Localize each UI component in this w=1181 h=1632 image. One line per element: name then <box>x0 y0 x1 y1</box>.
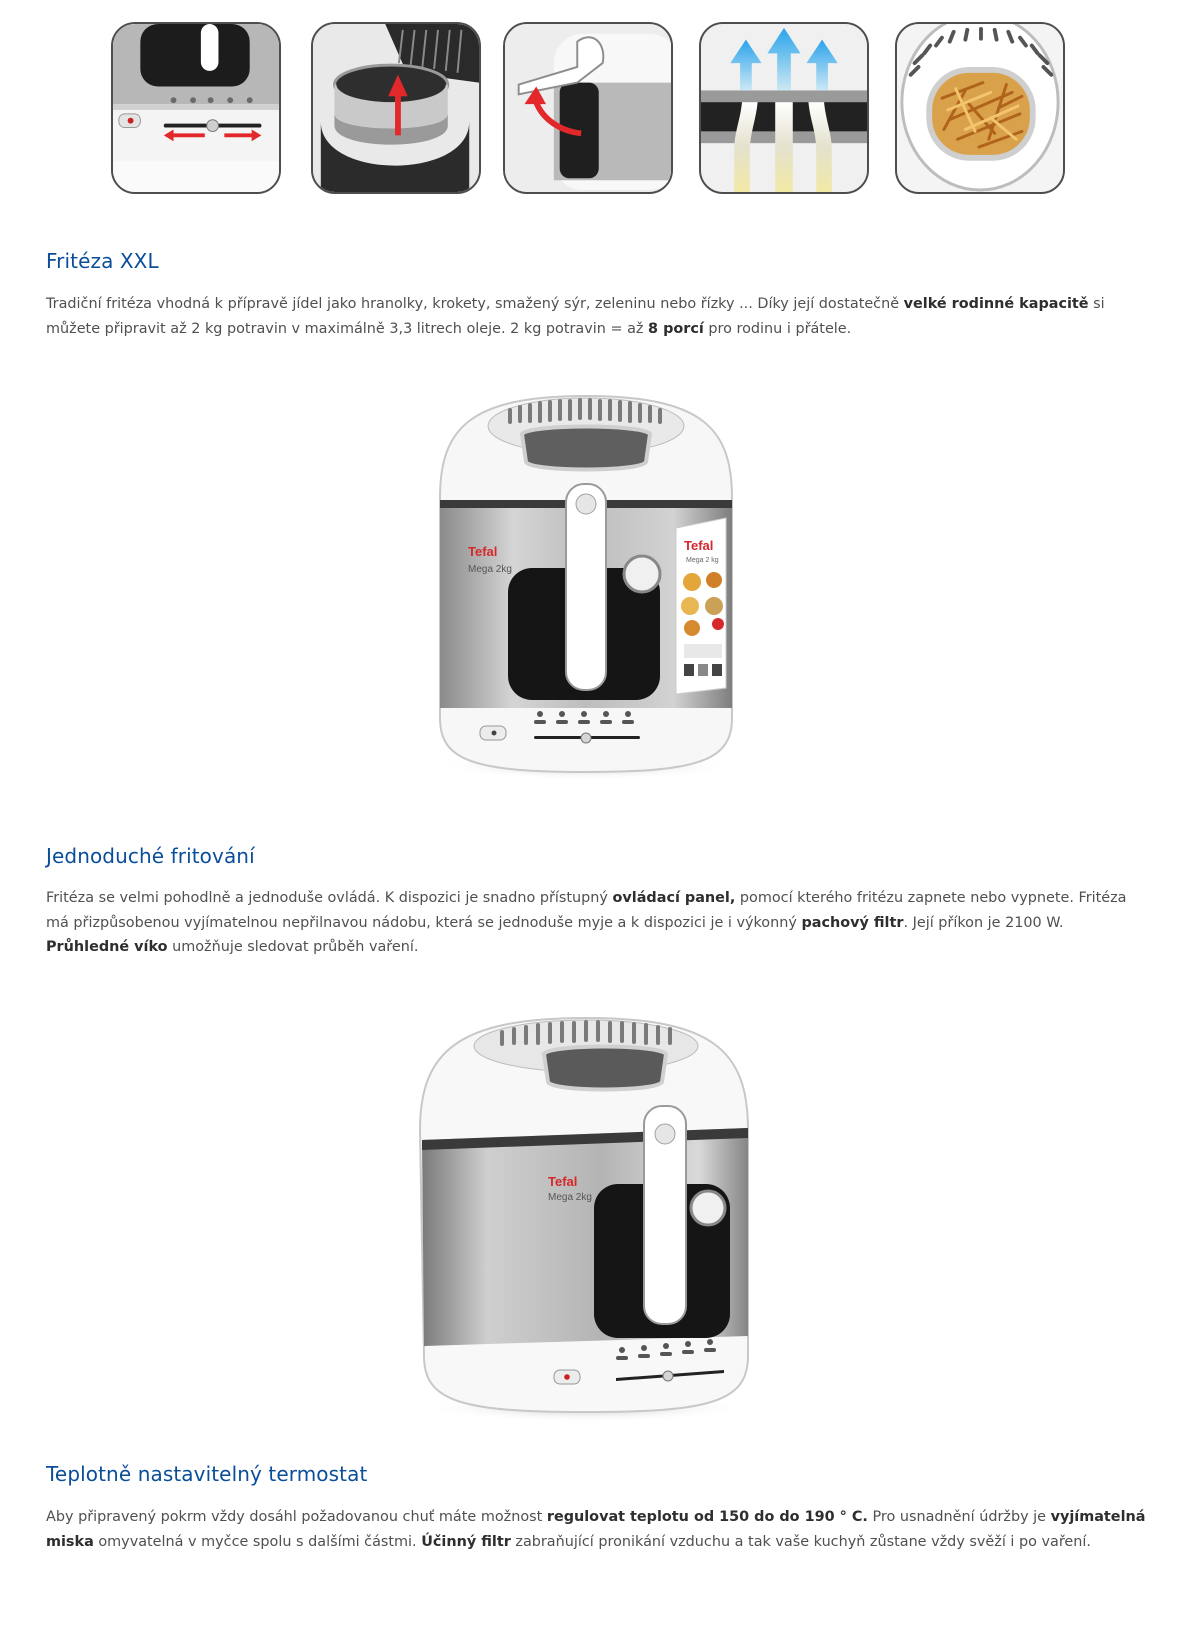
fries-basket-icon <box>895 22 1065 194</box>
emphasis-text: vyjímatelná miska <box>46 1509 1146 1550</box>
odour-filter-icon <box>699 22 869 194</box>
body-text: umožňuje sledovat průběh vaření. <box>167 939 419 955</box>
sticker-model: Mega 2 kg <box>686 557 719 564</box>
emphasis-text: Průhledné víko <box>46 939 168 955</box>
body-text: omyvatelná v myčce spolu s dalšími částmi. <box>93 1533 422 1550</box>
model-label-front: Mega 2kg <box>468 564 512 575</box>
section-title-easy-frying: Jednoduché fritování <box>46 844 255 868</box>
body-text: zabraňující pronikání vzduchu a tak vaše kuchyň zůstane vždy svěží i po vaření. <box>510 1533 1091 1550</box>
body-text: si můžete připravit až 2 kg potravin v maximálně 3,3 litrech oleje. 2 kg potravin = až <box>46 296 1105 337</box>
section-paragraph-xxl <box>46 292 1146 341</box>
emphasis-text: velké rodinné kapacitě <box>903 296 1089 312</box>
section-paragraph-easy-frying <box>46 886 1146 960</box>
emphasis-text: pachový filtr <box>801 914 904 931</box>
body-text: Aby připravený pokrm vždy dosáhl požadovanou chuť máte možnost <box>46 1509 547 1525</box>
feature-icon-row <box>111 22 1111 198</box>
control-panel-icon <box>111 22 281 194</box>
emphasis-text: Účinný filtr <box>421 1533 511 1550</box>
section-title-thermostat: Teplotně nastavitelný termostat <box>46 1462 368 1486</box>
brand-logo-front: Tefal <box>468 544 498 559</box>
body-text: Fritéza se velmi pohodlně a jednoduše ovládá. K dispozici je snadno přístupný <box>46 890 613 906</box>
body-text: Pro usnadnění údržby je <box>867 1509 1051 1525</box>
emphasis-text: regulovat teplotu od 150 do do 190 ° C. <box>546 1509 868 1525</box>
section-paragraph-thermostat <box>46 1505 1146 1554</box>
sticker-logo: Tefal <box>684 538 714 553</box>
brand-logo-angle: Tefal <box>548 1174 578 1189</box>
body-text: pomocí kterého fritézu zapnete nebo vypnete. Fritéza má přizpůsobenou vyjímatelnou nepřilnavou nádobu, která se jednoduše myje a k dispozici je i výkonný <box>46 890 1127 931</box>
handle-lift-icon <box>503 22 673 194</box>
deep-fryer-front-image <box>430 388 742 780</box>
body-text: Tradiční fritéza vhodná k přípravě jídel jako hranolky, krokety, smažený sýr, zeleninu nebo řízky ... Díky její dostatečně <box>46 296 904 312</box>
section-title-xxl: Fritéza XXL <box>46 249 159 273</box>
body-text: pro rodinu i přátele. <box>703 320 852 337</box>
model-label-angle: Mega 2kg <box>548 1192 592 1203</box>
body-text: . Její příkon je 2100 W. <box>903 914 1064 931</box>
emphasis-text: ovládací panel, <box>612 890 736 906</box>
deep-fryer-angle-image <box>410 1010 760 1422</box>
removable-bowl-icon <box>311 22 481 194</box>
emphasis-text: 8 porcí <box>648 320 704 337</box>
